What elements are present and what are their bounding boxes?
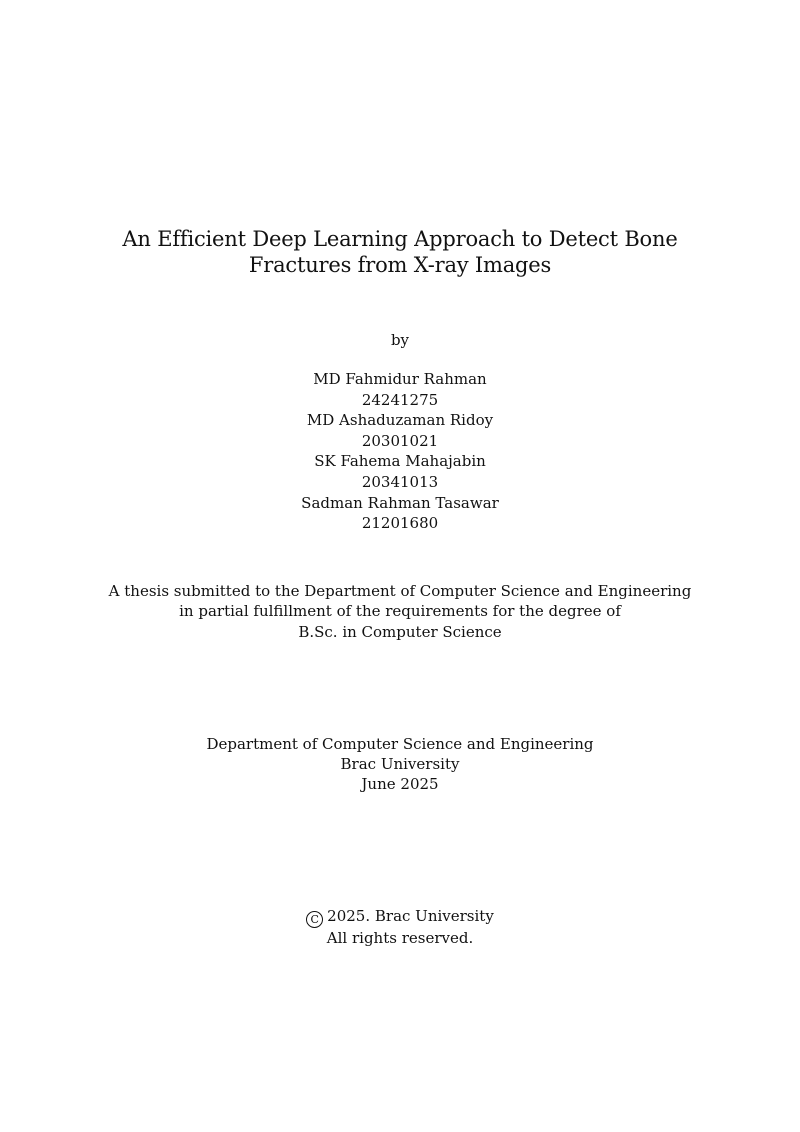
statement-line-3: B.Sc. in Computer Science <box>298 622 502 641</box>
title-line-2: Fractures from X-ray Images <box>248 253 552 277</box>
rights-text: All rights reserved. <box>326 929 474 947</box>
copyright-text: 2025. Brac University <box>327 907 494 925</box>
statement-line-1: A thesis submitted to the Department of Computer Science and Engineering <box>108 582 692 600</box>
author-name: SK Fahema Mahajabin <box>314 452 486 471</box>
author-id: 21201680 <box>361 514 439 533</box>
author-name: MD Ashaduzaman Ridoy <box>306 411 494 430</box>
university-name: Brac University <box>340 755 460 773</box>
title-line-1: An Efficient Deep Learning Approach to Detect Bone <box>122 227 678 251</box>
institution-block <box>0 734 800 794</box>
by-label: by <box>390 331 410 349</box>
author-list <box>0 369 800 534</box>
author-id: 20301021 <box>361 431 439 450</box>
submission-statement <box>0 581 800 642</box>
author-name: Sadman Rahman Tasawar <box>301 493 499 512</box>
copyright-icon: C <box>306 911 323 928</box>
submission-date: June 2025 <box>361 775 439 793</box>
department-name: Department of Computer Science and Engineering <box>206 735 594 753</box>
copyright-line <box>0 906 800 928</box>
author-name: MD Fahmidur Rahman <box>313 370 487 388</box>
author-id: 20341013 <box>361 472 439 491</box>
thesis-title <box>0 226 800 278</box>
copyright-notice <box>0 906 800 949</box>
statement-line-2: in partial fulfillment of the requirements for the degree of <box>179 602 621 621</box>
author-id: 24241275 <box>361 390 439 409</box>
